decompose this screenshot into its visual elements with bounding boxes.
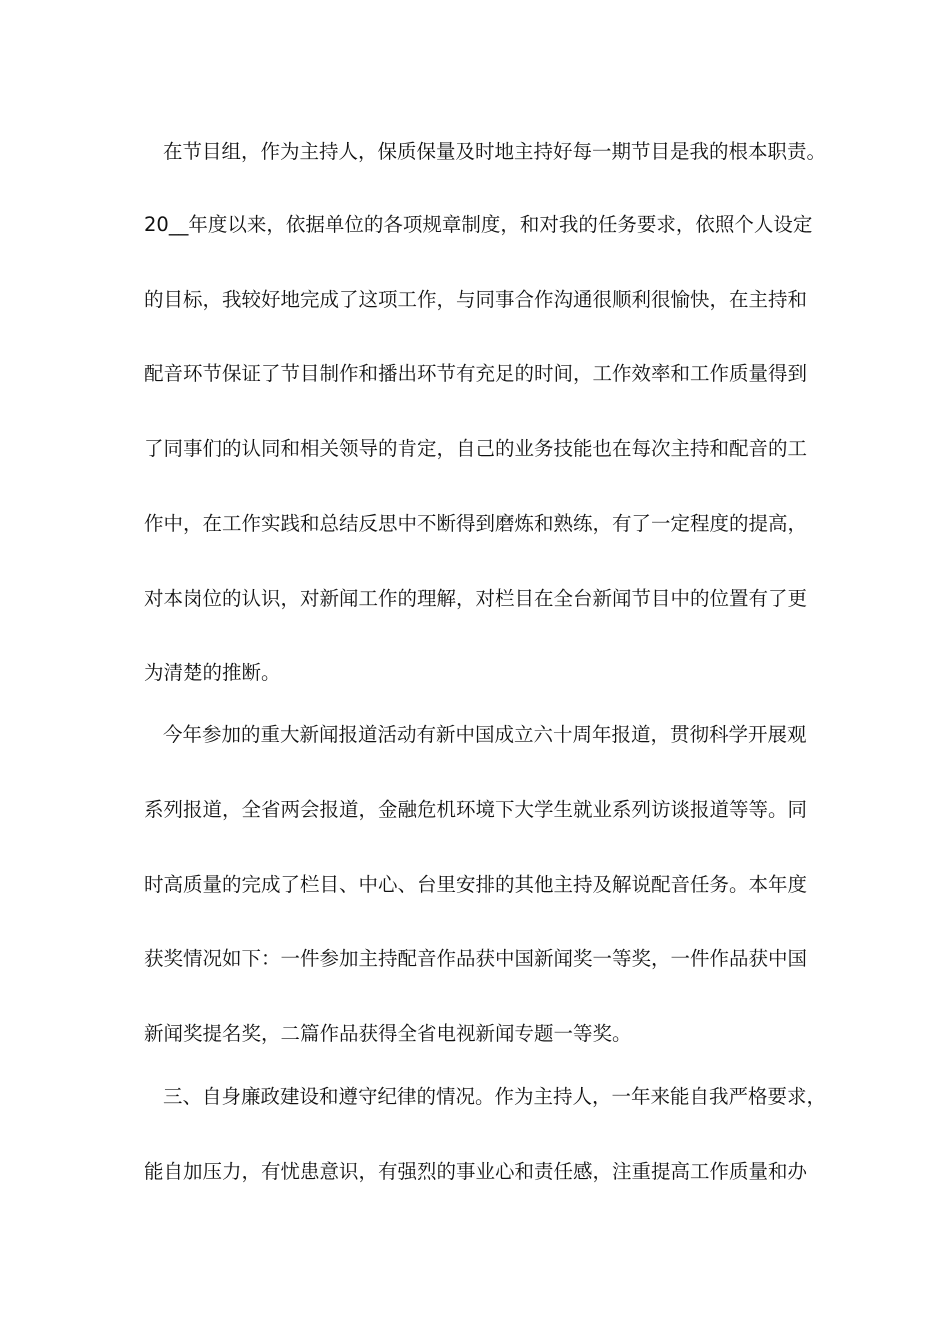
text-line: 为清楚的推断。 bbox=[144, 661, 281, 684]
text-line: 时高质量的完成了栏目、中心、台里安排的其他主持及解说配音任务。本年度 bbox=[144, 873, 808, 896]
text-line: 系列报道，全省两会报道，金融危机环境下大学生就业系列访谈报道等等。同 bbox=[144, 798, 808, 821]
text-line: 的目标，我较好地完成了这项工作，与同事合作沟通很顺利很愉快，在主持和 bbox=[144, 288, 808, 311]
text-line: 能自加压力，有忧患意识，有强烈的事业心和责任感，注重提高工作质量和办 bbox=[144, 1160, 808, 1183]
text-line: 在节目组，作为主持人，保质保量及时地主持好每一期节目是我的根本职责。 bbox=[163, 140, 827, 163]
text-line: 新闻奖提名奖，二篇作品获得全省电视新闻专题一等奖。 bbox=[144, 1022, 632, 1045]
text-line: 20__年度以来，依据单位的各项规章制度，和对我的任务要求，依照个人设定 bbox=[144, 213, 813, 236]
text-line: 对本岗位的认识，对新闻工作的理解，对栏目在全台新闻节目中的位置有了更 bbox=[144, 587, 808, 610]
text-line: 配音环节保证了节目制作和播出环节有充足的时间，工作效率和工作质量得到 bbox=[144, 362, 808, 385]
text-line: 获奖情况如下：一件参加主持配音作品获中国新闻奖一等奖，一件作品获中国 bbox=[144, 947, 808, 970]
text-line: 今年参加的重大新闻报道活动有新中国成立六十周年报道，贯彻科学开展观 bbox=[163, 723, 807, 746]
text-line: 了同事们的认同和相关领导的肯定，自己的业务技能也在每次主持和配音的工 bbox=[144, 437, 808, 460]
text-line: 三、自身廉政建设和遵守纪律的情况。作为主持人，一年来能自我严格要求， bbox=[163, 1085, 827, 1108]
text-line: 作中，在工作实践和总结反思中不断得到磨炼和熟练，有了一定程度的提高， bbox=[144, 512, 808, 535]
